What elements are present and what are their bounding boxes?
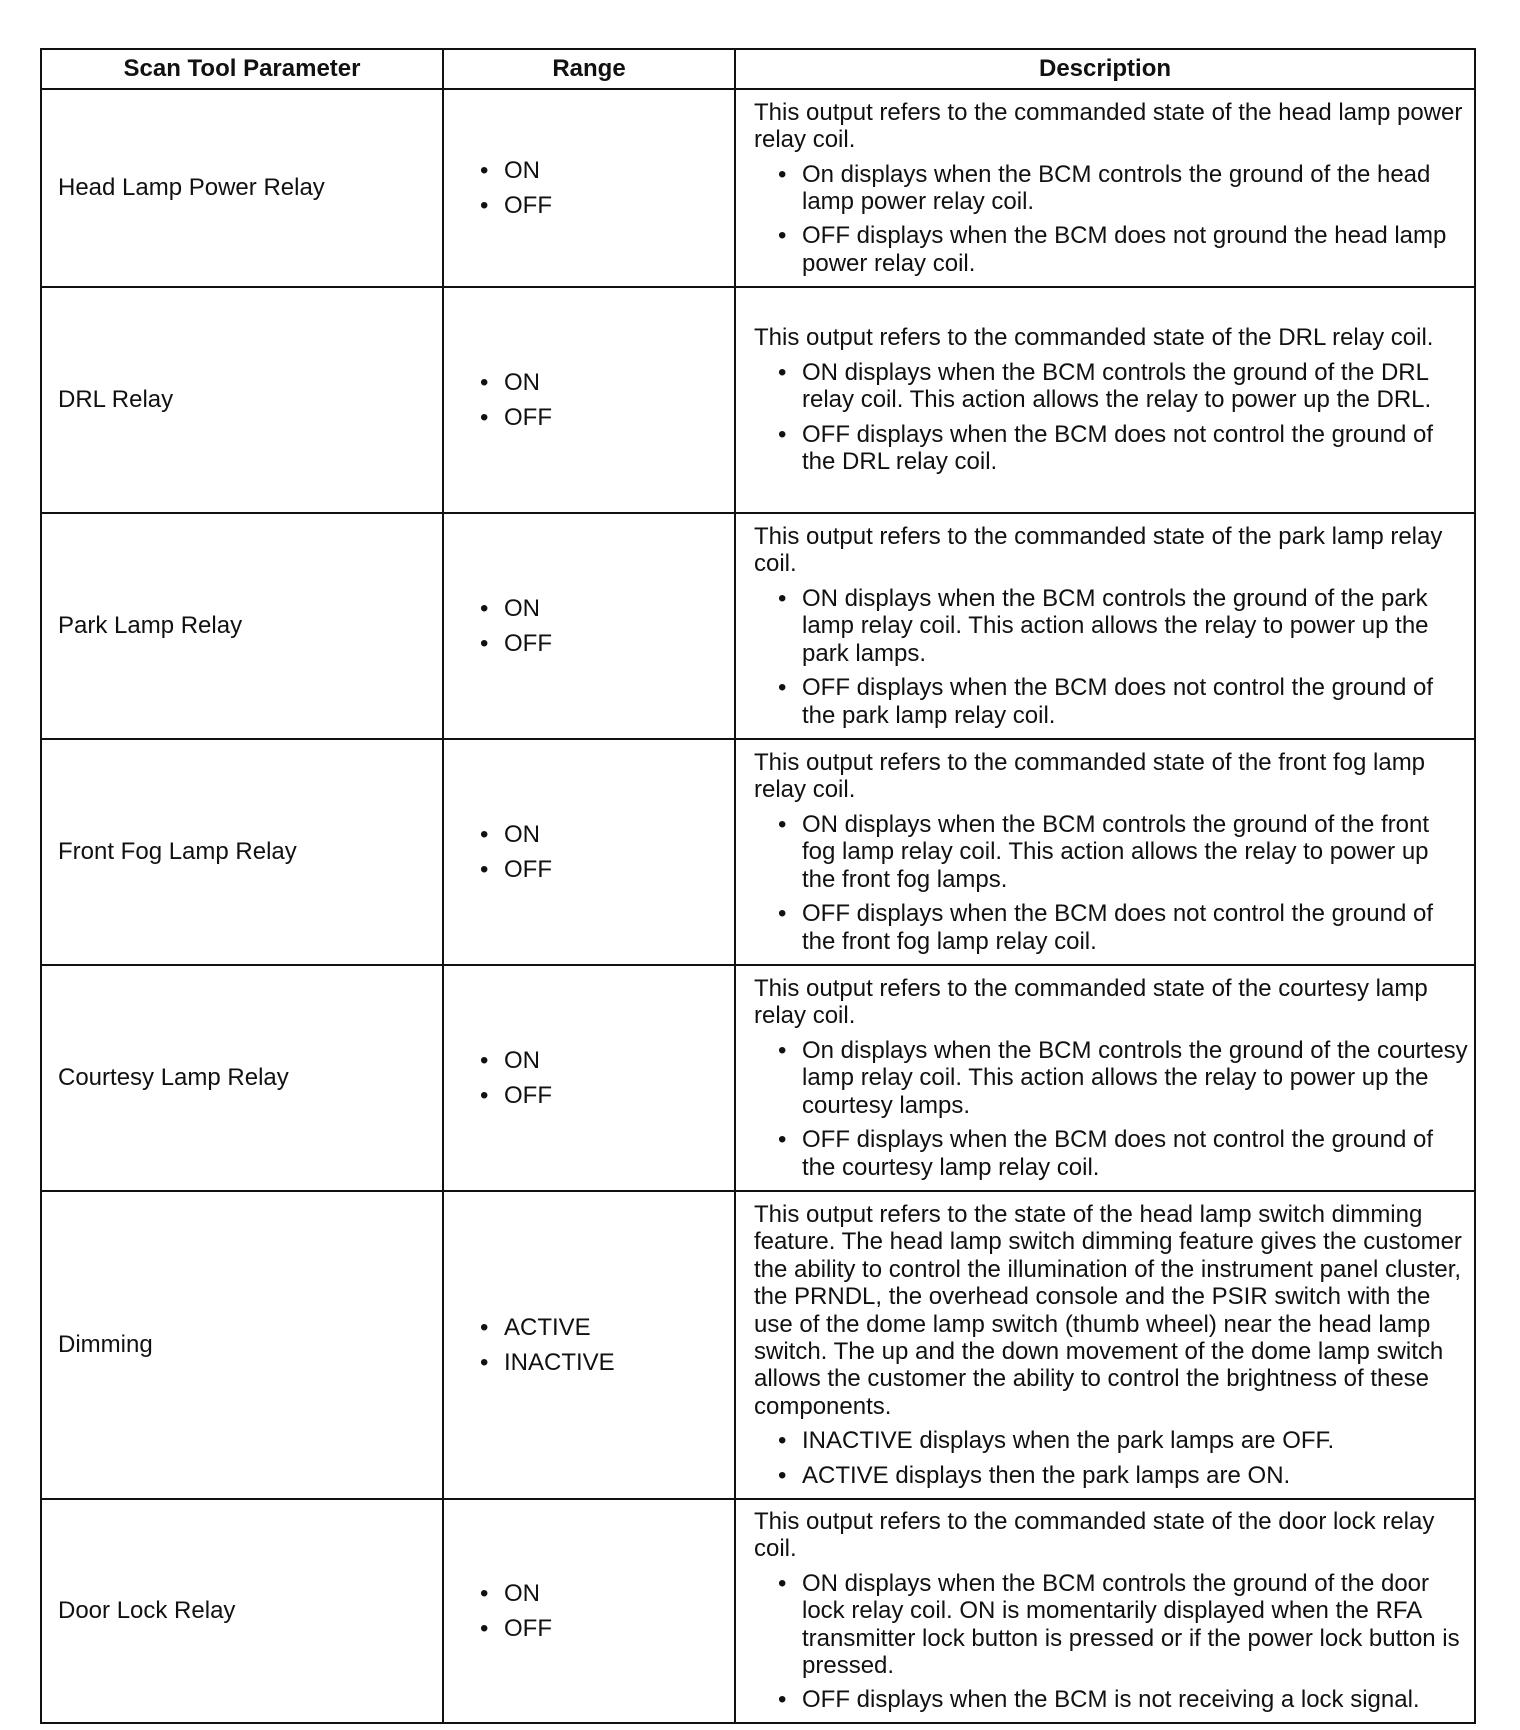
bullet-text: ACTIVE displays then the park lamps are ON. [802, 1461, 1291, 1489]
table-row [41, 1499, 1475, 1723]
bullet-icon: • [778, 584, 787, 612]
bullet-icon: • [778, 900, 787, 928]
bullet-icon: • [480, 1047, 489, 1074]
bullet-icon: • [778, 358, 787, 386]
range-item [480, 1043, 734, 1078]
parameter-cell: Door Lock Relay [41, 1499, 443, 1723]
bullet-text: OFF displays when the BCM does not control the ground of the front fog lamp relay coil. [802, 900, 1433, 955]
parameter-cell: Front Fog Lamp Relay [41, 739, 443, 965]
range-value: OFF [504, 630, 552, 657]
range-value: ON [504, 1579, 540, 1607]
bullet-text: ON displays when the BCM controls the ground of the door lock relay coil. ON is momentarily displayed when the RFA transmitter lock button is pressed or if the power lock button is pressed. [802, 1569, 1460, 1680]
bullet-text: On displays when the BCM controls the ground of the head lamp power relay coil. [802, 160, 1431, 215]
parameter-cell: Courtesy Lamp Relay [41, 965, 443, 1191]
range-item [480, 1078, 734, 1113]
description-intro: This output refers to the commanded state of the head lamp power relay coil. [754, 98, 1463, 154]
description-bullet [754, 1570, 1468, 1680]
bullet-icon: • [480, 1614, 489, 1642]
bullet-icon: • [480, 1082, 489, 1109]
range-item [480, 188, 734, 223]
description-bullet [754, 161, 1468, 216]
range-value: INACTIVE [504, 1349, 615, 1376]
table-row [41, 89, 1475, 287]
bullet-text: OFF displays when the BCM does not control the ground of the DRL relay coil. [802, 420, 1433, 476]
range-item [480, 852, 734, 887]
description-bullet [754, 1686, 1468, 1713]
header-range: Range [443, 49, 735, 89]
range-item [480, 1611, 734, 1646]
bullet-icon: • [778, 674, 787, 702]
range-item [480, 626, 734, 661]
parameter-cell: DRL Relay [41, 287, 443, 513]
range-item [480, 817, 734, 852]
parameter-cell: Park Lamp Relay [41, 513, 443, 739]
description-bullet [754, 1037, 1468, 1119]
description-intro: This output refers to the commanded state of the DRL relay coil. [754, 324, 1434, 352]
description-bullet [754, 1462, 1468, 1489]
bullet-text: OFF displays when the BCM does not ground the head lamp power relay coil. [802, 222, 1447, 277]
header-description: Description [735, 49, 1475, 89]
range-cell [443, 287, 735, 513]
bullet-text: INACTIVE displays when the park lamps are OFF. [802, 1427, 1335, 1455]
bullet-text: ON displays when the BCM controls the ground of the DRL relay coil. This action allows the relay to power up the DRL. [802, 358, 1432, 414]
description-bullet [754, 1126, 1468, 1181]
bullet-icon: • [480, 1314, 489, 1341]
range-value: OFF [504, 1082, 552, 1109]
bullet-icon: • [480, 821, 489, 848]
bullet-text: ON displays when the BCM controls the ground of the park lamp relay coil. This action allows the relay to power up the park lamps. [802, 584, 1429, 667]
bullet-icon: • [480, 369, 489, 396]
bullet-icon: • [480, 856, 489, 883]
description-cell [735, 287, 1475, 513]
bullet-text: OFF displays when the BCM does not control the ground of the park lamp relay coil. [802, 674, 1433, 729]
description-intro: This output refers to the commanded state of the front fog lamp relay coil. [754, 749, 1426, 804]
header-scan-tool-parameter: Scan Tool Parameter [41, 49, 443, 89]
bullet-icon: • [480, 192, 489, 219]
description-cell [735, 1499, 1475, 1723]
range-value: OFF [504, 1614, 552, 1642]
description-bullet [754, 359, 1468, 414]
description-bullet [754, 900, 1468, 955]
range-item [480, 1345, 734, 1380]
bullet-text: OFF displays when the BCM does not control the ground of the courtesy lamp relay coil. [802, 1126, 1433, 1181]
range-value: ACTIVE [504, 1314, 591, 1341]
bullet-icon: • [778, 420, 787, 448]
table-row [41, 739, 1475, 965]
bullet-icon: • [480, 1349, 489, 1376]
parameter-cell: Head Lamp Power Relay [41, 89, 443, 287]
range-item [480, 400, 734, 435]
bullet-icon: • [480, 157, 489, 184]
bullet-text: ON displays when the BCM controls the ground of the front fog lamp relay coil. This action allows the relay to power up the front fog lamps. [802, 810, 1429, 893]
range-item [480, 153, 734, 188]
description-bullet [754, 421, 1468, 476]
description-cell [735, 1191, 1475, 1499]
range-cell [443, 513, 735, 739]
bullet-icon: • [778, 1427, 787, 1455]
scan-tool-parameter-table [40, 48, 1476, 1724]
table-row [41, 287, 1475, 513]
bullet-text: OFF displays when the BCM is not receiving a lock signal. [802, 1686, 1420, 1714]
range-cell [443, 1499, 735, 1723]
description-cell [735, 965, 1475, 1191]
range-cell [443, 965, 735, 1191]
description-intro: This output refers to the commanded state of the door lock relay coil. [754, 1508, 1435, 1563]
description-bullet [754, 222, 1468, 277]
description-bullet [754, 674, 1468, 729]
range-cell [443, 739, 735, 965]
header-row [41, 49, 1475, 89]
description-cell [735, 739, 1475, 965]
range-value: ON [504, 369, 540, 396]
range-value: ON [504, 157, 540, 184]
bullet-icon: • [778, 810, 787, 838]
bullet-icon: • [778, 1036, 787, 1064]
bullet-icon: • [778, 160, 787, 188]
parameter-cell: Dimming [41, 1191, 443, 1499]
bullet-icon: • [778, 1686, 787, 1714]
range-value: OFF [504, 856, 552, 883]
bullet-icon: • [480, 630, 489, 657]
bullet-icon: • [480, 1579, 489, 1607]
range-value: OFF [504, 404, 552, 431]
description-bullet [754, 1427, 1468, 1454]
description-cell [735, 513, 1475, 739]
description-intro: This output refers to the commanded state of the park lamp relay coil. [754, 523, 1443, 578]
bullet-text: On displays when the BCM controls the ground of the courtesy lamp relay coil. This action allows the relay to power up the courtesy lamps. [802, 1036, 1468, 1119]
range-item [480, 591, 734, 626]
bullet-icon: • [778, 1126, 787, 1154]
range-value: OFF [504, 192, 552, 219]
table-row [41, 1191, 1475, 1499]
bullet-icon: • [480, 404, 489, 431]
range-value: ON [504, 595, 540, 622]
description-intro: This output refers to the commanded state of the courtesy lamp relay coil. [754, 975, 1428, 1030]
table-row [41, 965, 1475, 1191]
description-bullet [754, 585, 1468, 667]
table-row [41, 513, 1475, 739]
bullet-icon: • [778, 1461, 787, 1489]
description-cell [735, 89, 1475, 287]
description-intro: This output refers to the state of the head lamp switch dimming feature. The head lamp switch dimming feature gives the customer the ability to control the illumination of the instrument panel cluster, the PRNDL, the overhead console and the PSIR switch with the use of the dome lamp switch (thumb wheel) near the head lamp switch. The up and the down movement of the dome lamp switch allows the customer the ability to control the brightness of these components. [754, 1200, 1462, 1420]
bullet-icon: • [778, 1569, 787, 1597]
page [40, 48, 1474, 1724]
range-item [480, 1310, 734, 1345]
range-item [480, 365, 734, 400]
range-item [480, 1576, 734, 1611]
range-cell [443, 89, 735, 287]
description-bullet [754, 811, 1468, 893]
bullet-icon: • [778, 222, 787, 250]
range-value: ON [504, 1047, 540, 1074]
range-value: ON [504, 821, 540, 848]
range-cell [443, 1191, 735, 1499]
bullet-icon: • [480, 595, 489, 622]
